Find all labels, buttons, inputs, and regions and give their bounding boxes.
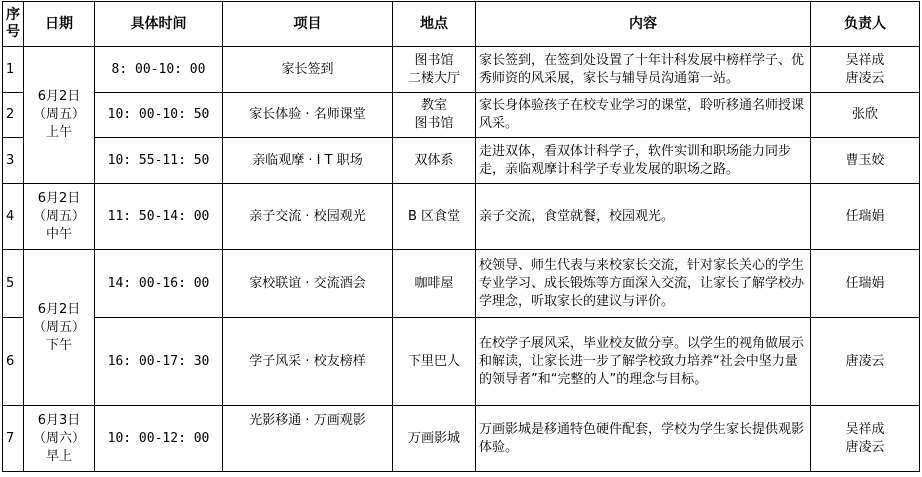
time-cell: 11: 50-14: 00 xyxy=(95,184,223,250)
header-owner: 负责人 xyxy=(811,2,920,47)
date-line: 6月2日 xyxy=(37,190,81,206)
content-cell: 校领导、师生代表与来校家长交流，针对家长关心的学生专业学习、成长锻炼等方面深入交流，让家长了解学校办学理念，听取家长的建议与评价。 xyxy=(476,250,811,318)
table-row xyxy=(3,406,920,472)
location-line1: 图书馆 xyxy=(414,52,454,68)
location-line1: 教室 xyxy=(420,98,447,113)
owner-cell: 任瑞娟 xyxy=(811,250,920,318)
date-period: 早上 xyxy=(45,448,72,464)
owner-cell: 张欣 xyxy=(811,93,920,138)
header-location: 地点 xyxy=(393,2,476,47)
location-cell: 双体系 xyxy=(393,138,476,184)
row-index: 1 xyxy=(3,47,24,93)
location-cell: B 区食堂 xyxy=(393,184,476,250)
time-cell: 16: 00-17: 30 xyxy=(95,318,223,406)
project-cell: 亲临观摩 · I T 职场 xyxy=(223,138,393,184)
row-index: 2 xyxy=(3,93,24,138)
time-cell: 10: 55-11: 50 xyxy=(95,138,223,184)
project-cell: 亲子交流 · 校园观光 xyxy=(223,184,393,250)
content-cell: 走进双体，看双体计科学子，软件实训和职场能力同步走，亲临观摩计科学子专业发展的职场之路。 xyxy=(476,138,811,184)
location-line2: 二楼大厅 xyxy=(407,70,460,86)
header-row xyxy=(3,2,920,47)
content-cell: 亲子交流，食堂就餐，校园观光。 xyxy=(476,184,811,250)
date-cell xyxy=(24,250,95,406)
date-period: 中午 xyxy=(45,226,72,242)
date-line: 6月2日 xyxy=(37,301,81,317)
schedule-table xyxy=(2,1,920,472)
header-date: 日期 xyxy=(24,2,95,47)
header-project: 项目 xyxy=(223,2,393,47)
date-line: 6月2日 xyxy=(37,89,81,104)
table-row xyxy=(3,93,920,138)
location-cell xyxy=(393,93,476,138)
owner-cell xyxy=(811,47,920,93)
row-index: 5 xyxy=(3,250,24,318)
date-cell xyxy=(24,47,95,184)
date-weekday: （周五） xyxy=(32,208,85,224)
table-row xyxy=(3,250,920,318)
owner-line1: 吴祥成 xyxy=(845,421,885,437)
row-index: 6 xyxy=(3,318,24,406)
owner-cell: 唐凌云 xyxy=(811,318,920,406)
header-content: 内容 xyxy=(476,2,811,47)
date-line: 6月3日 xyxy=(37,412,81,428)
table-row xyxy=(3,138,920,184)
table-row xyxy=(3,47,920,93)
owner-line1: 吴祥成 xyxy=(845,52,885,68)
header-time: 具体时间 xyxy=(95,2,223,47)
location-line2: 图书馆 xyxy=(414,116,454,131)
location-cell: 咖啡屋 xyxy=(393,250,476,318)
project-cell: 学子风采 · 校友榜样 xyxy=(223,318,393,406)
date-weekday: （周六） xyxy=(32,430,85,446)
project-cell: 家校联谊 · 交流酒会 xyxy=(223,250,393,318)
owner-line2: 唐凌云 xyxy=(845,439,885,455)
row-index: 3 xyxy=(3,138,24,184)
location-cell: 万画影城 xyxy=(393,406,476,472)
date-period: 下午 xyxy=(45,337,72,353)
location-cell: 下里巴人 xyxy=(393,318,476,406)
content-cell: 在校学子展风采，毕业校友做分享。以学生的视角做展示和解读，让家长进一步了解学校致力培养“社会中坚力量的领导者”和“完整的人”的理念与目标。 xyxy=(476,318,811,406)
location-cell xyxy=(393,47,476,93)
owner-line2: 唐凌云 xyxy=(845,70,885,86)
time-cell: 10: 00-12: 00 xyxy=(95,406,223,472)
time-cell: 14: 00-16: 00 xyxy=(95,250,223,318)
header-index-line1: 序 xyxy=(6,7,20,23)
time-cell: 8: 00-10: 00 xyxy=(95,47,223,93)
content-cell: 家长身体验孩子在校专业学习的课堂，聆听移通名师授课风采。 xyxy=(476,93,811,138)
date-cell xyxy=(24,184,95,250)
content-cell: 万画影城是移通特色硬件配套，学校为学生家长提供观影体验。 xyxy=(476,406,811,472)
row-index: 4 xyxy=(3,184,24,250)
header-index xyxy=(3,2,24,47)
time-cell: 10: 00-10: 50 xyxy=(95,93,223,138)
date-cell xyxy=(24,406,95,472)
date-weekday: （周五） xyxy=(32,107,85,122)
owner-cell xyxy=(811,406,920,472)
date-weekday: （周五） xyxy=(32,319,85,335)
project-cell: 家长体验 · 名师课堂 xyxy=(223,93,393,138)
header-index-line2: 号 xyxy=(6,24,20,40)
date-period: 上午 xyxy=(45,125,72,140)
table-row xyxy=(3,184,920,250)
project-cell: 光影移通 · 万画观影 xyxy=(223,406,393,472)
project-cell: 家长签到 xyxy=(223,47,393,93)
owner-cell: 曹玉姣 xyxy=(811,138,920,184)
row-index: 7 xyxy=(3,406,24,472)
owner-cell: 任瑞娟 xyxy=(811,184,920,250)
content-cell: 家长签到，在签到处设置了十年计科发展中榜样学子、优秀师资的风采展，家长与辅导员沟通第一站。 xyxy=(476,47,811,93)
table-row xyxy=(3,318,920,406)
